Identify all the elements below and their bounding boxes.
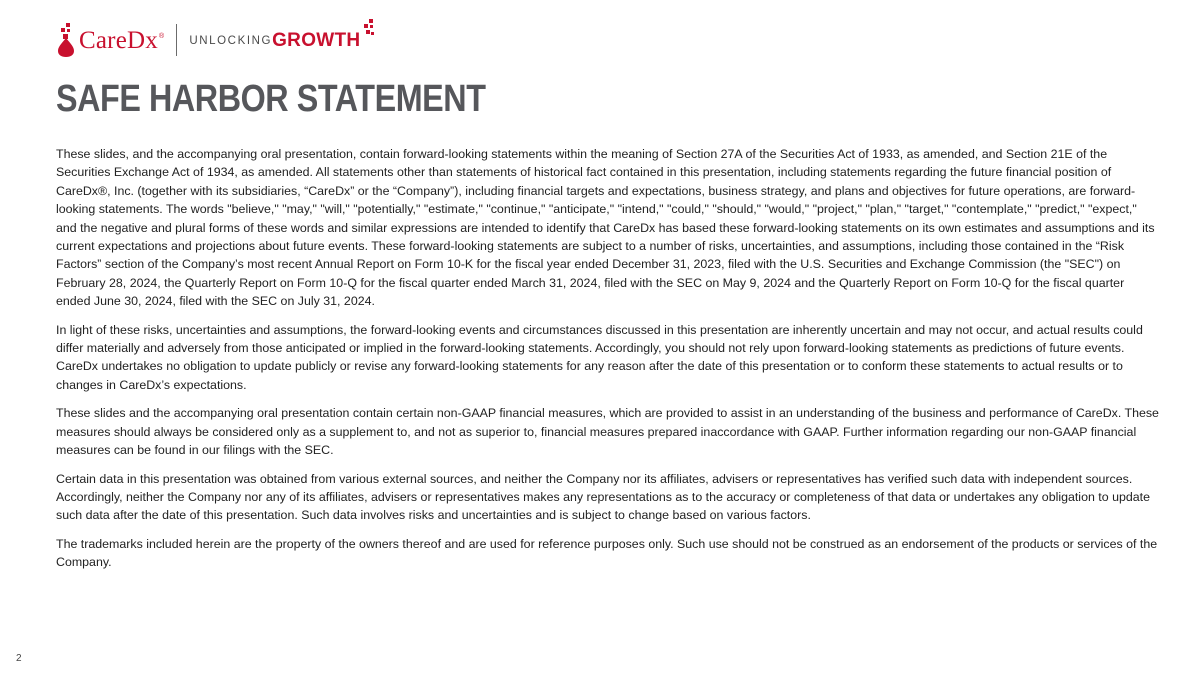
tagline-bold: GROWTH xyxy=(272,29,361,51)
paragraph-forward-looking: These slides, and the accompanying oral presentation, contain forward-looking statements within the meaning of Section 27A of the Securities Act of 1933, as amended, and Section 21E of the Securities Exchange Act of 1934, as amended. All statements other than statements of historical fact contained in this presentation, including statements regarding the future financial position of CareDx®, Inc. (together with its subsidiaries, “CareDx” or the “Company”), including financial targets and expectations, business strategy, and plans and objectives for future operations, are forward-looking statements. The words "believe," "may," "will," "potentially," "estimate," "continue," "anticipate," "intend," "could," "should," "would," "project," "plan," "target," "contemplate," "predict," "expect," and the negative and plural forms of these words and similar expressions are intended to identify that CareDx has based these forward-looking statements on its own estimates and assumptions and its current expectations and projections about future events. These forward-looking statements are subject to a number of risks, uncertainties, and assumptions, including those contained in the “Risk Factors” section of the Company’s most recent Annual Report on Form 10-K for the fiscal year ended December 31, 2023, filed with the U.S. Securities and Exchange Commission (the "SEC") on February 28, 2024, the Quarterly Report on Form 10-Q for the fiscal quarter ended March 31, 2024, filed with the SEC on May 9, 2024 and the Quarterly Report on Form 10-Q for the fiscal quarter ended June 30, 2024, filed with the SEC on July 31, 2024. xyxy=(56,147,1155,309)
logo-registered-mark: ® xyxy=(158,33,165,41)
logo-text: CareDx xyxy=(79,26,158,54)
header-divider xyxy=(176,24,177,56)
paragraph-external-data: Certain data in this presentation was obtained from various external sources, and neither the Company nor its affiliates, advisers or representatives has verified such data with independent sources. Accordingly, neither the Company nor any of its affiliates, advisers or representatives makes any representations as to the accuracy or completeness of that data or undertakes any obligation to update such data after the date of this presentation. Such data involves risks and uncertainties and is subject to change based on various factors. xyxy=(56,471,1150,523)
safe-harbor-body xyxy=(56,145,1160,582)
logo-wordmark xyxy=(79,28,164,53)
page-title: SAFE HARBOR STATEMENT xyxy=(56,78,486,120)
paragraph-trademarks: The trademarks included herein are the property of the owners thereof and are used for reference purposes only. Such use should not be construed as an endorsement of the products or services of the Company. xyxy=(56,536,1158,570)
tagline xyxy=(189,31,375,50)
paragraph-non-gaap: These slides and the accompanying oral presentation contain certain non-GAAP financial measures, which are provided to assist in an understanding of the business and performance of CareDx. These measures should always be considered only as a supplement to, and not as superior to, financial measures prepared inaccordance with GAAP. Further information regarding our non-GAAP financial measures can be found in our filings with the SEC. xyxy=(56,406,1159,458)
pixel-arrow-icon xyxy=(361,19,375,49)
caredx-logo-icon xyxy=(57,23,75,57)
paragraph-risks: In light of these risks, uncertainties and assumptions, the forward-looking events and circumstances discussed in this presentation are inherently uncertain and may not occur, and actual results could differ materially and adversely from those anticipated or implied in the forward-looking statements. Accordingly, you should not rely upon forward-looking statements as predictions of future events. CareDx undertakes no obligation to update publicly or revise any forward-looking statements for any reason after the date of this presentation or to conform these statements to actual results or to changes in CareDx’s expectations. xyxy=(56,322,1143,392)
tagline-light: UNLOCKING xyxy=(189,34,273,47)
slide-header xyxy=(57,20,375,60)
page-number: 2 xyxy=(16,653,22,664)
